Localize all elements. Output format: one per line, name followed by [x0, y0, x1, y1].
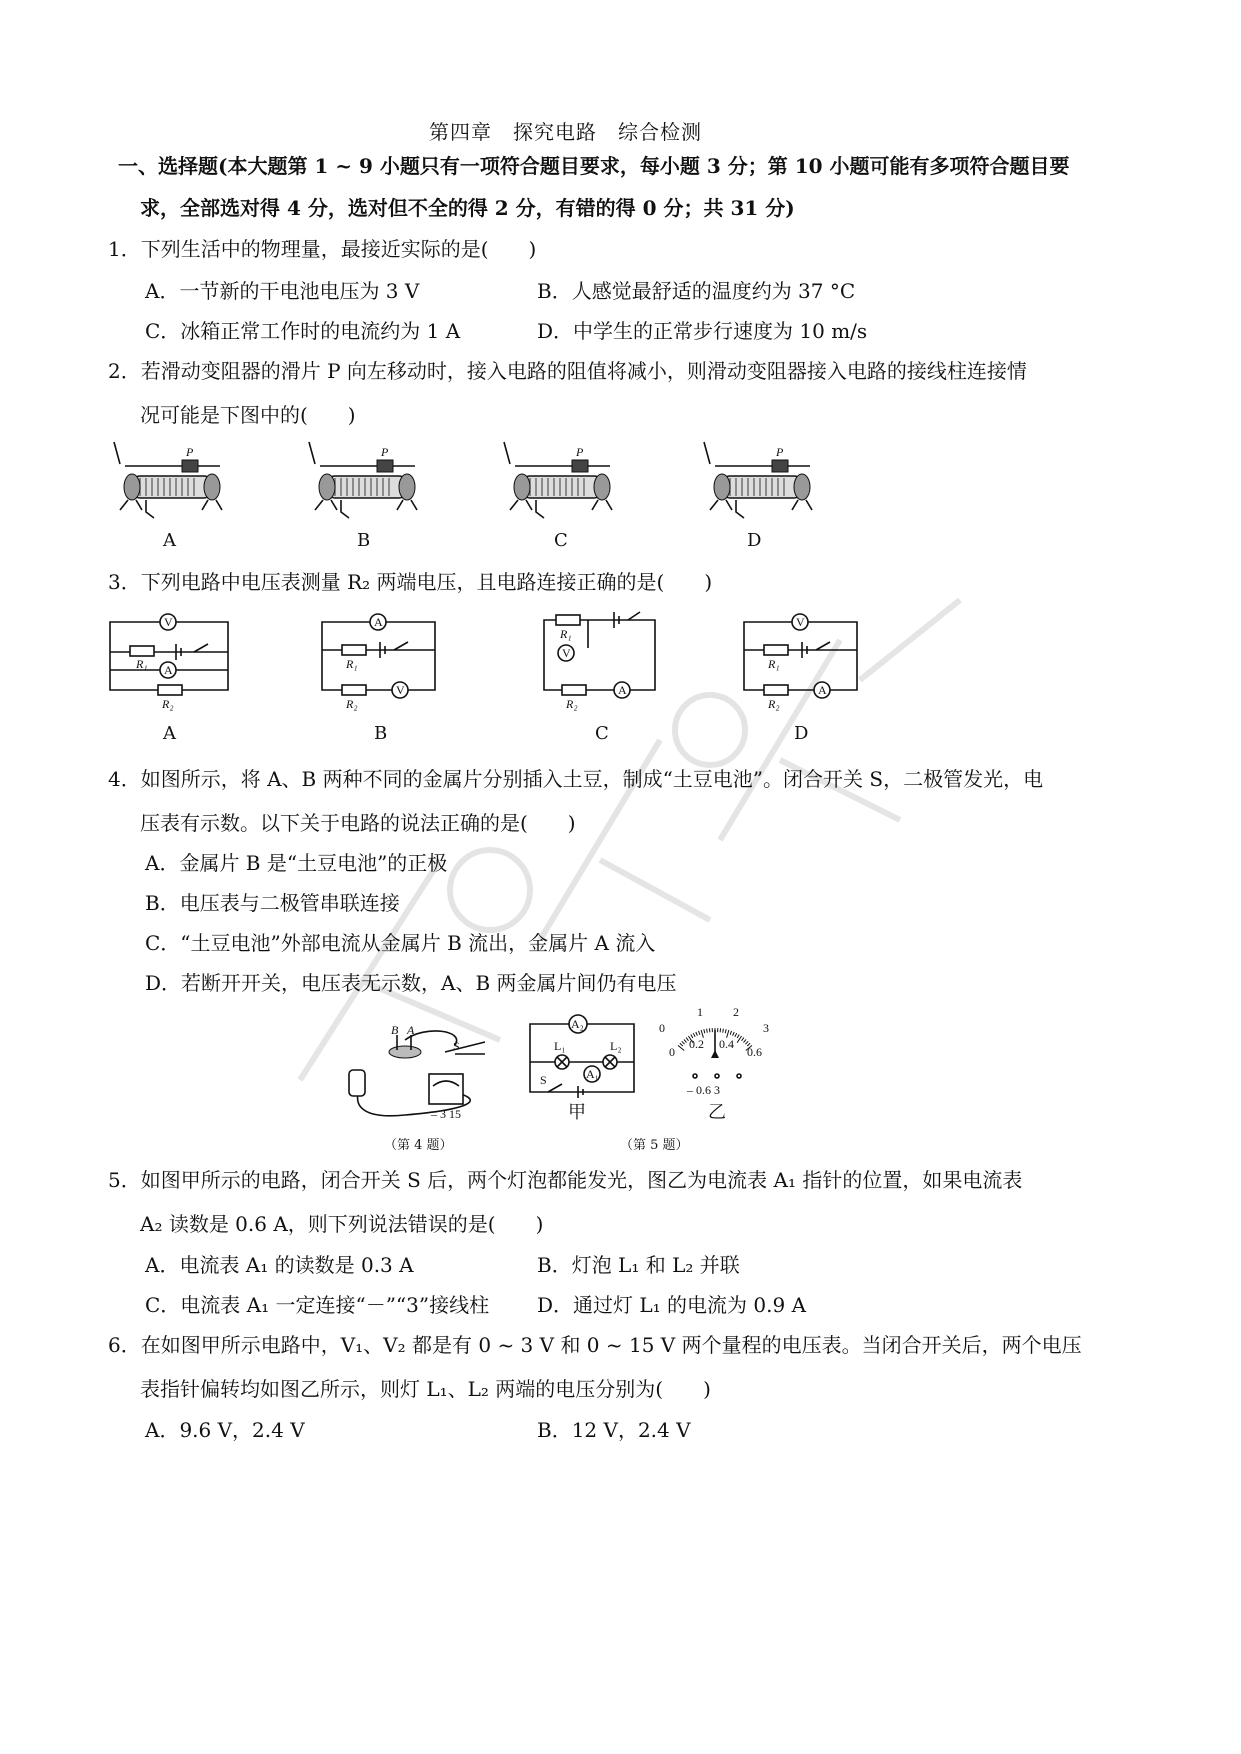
resistor-r1 [130, 646, 154, 656]
svg-text:R₂: R₂ [566, 697, 578, 711]
q2-label-b: B [357, 530, 371, 551]
rheostat-figure-d [700, 440, 820, 520]
q1-stem: 1．下列生活中的物理量，最接近实际的是( ) [108, 237, 537, 261]
svg-text:0: 0 [669, 1045, 675, 1059]
svg-text:1: 1 [697, 1005, 703, 1019]
q5-stem-line2: A₂ 读数是 0.6 A，则下列说法错误的是( ) [140, 1212, 544, 1236]
rheostat-figure-b [305, 440, 425, 520]
q5-figure-caption: （第 5 题） [620, 1138, 689, 1153]
slider-p-label: P [186, 445, 194, 459]
svg-text:3: 3 [763, 1021, 769, 1035]
svg-text:V: V [562, 646, 571, 660]
svg-text:S: S [453, 1039, 460, 1053]
section-header-line1: 一、选择题(本大题第 1 ~ 9 小题只有一项符合题目要求，每小题 3 分；第 10 小题可能有多项符合题目要 [118, 154, 1070, 178]
svg-text:R₂: R₂ [768, 697, 780, 711]
svg-text:B: B [391, 1023, 399, 1037]
rheostat-figure-a [110, 440, 230, 520]
q4-stem-line1: 4．如图所示，将 A、B 两种不同的金属片分别插入土豆，制成“土豆电池”。闭合开关 S，二极管发光，电 [108, 767, 1044, 791]
q3-circuit-d [742, 608, 867, 713]
q2-label-d: D [747, 530, 762, 551]
svg-text:A: A [164, 663, 173, 677]
svg-text:R₁: R₁ [560, 627, 572, 641]
svg-text:L₁: L₁ [554, 1039, 566, 1053]
q4-option-d: D．若断开开关，电压表无示数，A、B 两金属片间仍有电压 [145, 971, 677, 995]
q6-stem-line1: 6．在如图甲所示电路中，V₁、V₂ 都是有 0 ~ 3 V 和 0 ~ 15 V 两个量程的电压表。当闭合开关后，两个电压 [108, 1333, 1082, 1357]
rheostat-figure-c [500, 440, 620, 520]
q5-option-a: A．电流表 A₁ 的读数是 0.3 A [145, 1253, 414, 1277]
q4-stem-line2: 压表有示数。以下关于电路的说法正确的是( ) [140, 811, 576, 835]
q5-option-d: D．通过灯 L₁ 的电流为 0.9 A [537, 1293, 807, 1317]
q3-circuit-a [108, 608, 238, 713]
resistor-r2 [764, 685, 788, 695]
resistor-r1 [556, 615, 580, 625]
potato [389, 1046, 421, 1058]
q1-option-a: A．一节新的干电池电压为 3 V [145, 279, 420, 303]
q6-option-a: A．9.6 V，2.4 V [145, 1418, 305, 1442]
section-header-line2: 求，全部选对得 4 分，选对但不全的得 2 分，有错的得 0 分；共 31 分) [140, 196, 795, 220]
q1-option-d: D．中学生的正常步行速度为 10 m/s [537, 319, 868, 343]
q3-circuit-b [320, 608, 445, 713]
svg-text:S: S [540, 1073, 547, 1087]
q2-stem-line1: 2．若滑动变阻器的滑片 P 向左移动时，接入电路的阻值将减小，则滑动变阻器接入电路的接线柱连接情 [108, 359, 1027, 383]
svg-text:A: A [374, 615, 383, 629]
q5-fig-yi-label: 乙 [708, 1102, 726, 1123]
slider-p-label: P [576, 445, 584, 459]
q5-stem-line1: 5．如图甲所示的电路，闭合开关 S 后，两个灯泡都能发光，图乙为电流表 A₁ 指针的位置，如果电流表 [108, 1168, 1023, 1192]
q6-stem-line2: 表指针偏转均如图乙所示，则灯 L₁、L₂ 两端的电压分别为( ) [140, 1377, 711, 1401]
svg-text:0: 0 [659, 1021, 665, 1035]
q1-option-b: B．人感觉最舒适的温度约为 37 °C [537, 279, 856, 303]
resistor-r1 [764, 645, 788, 655]
svg-text:2: 2 [733, 1005, 739, 1019]
svg-text:0.2: 0.2 [689, 1037, 704, 1051]
q4-option-b: B．电压表与二极管串联连接 [145, 891, 400, 915]
resistor-r2 [562, 685, 586, 695]
diode [349, 1070, 365, 1096]
svg-text:R₁: R₁ [136, 657, 148, 671]
q4-potato-battery-figure [345, 1020, 515, 1130]
q2-stem-line2: 况可能是下图中的( ) [140, 403, 356, 427]
q5-option-c: C．电流表 A₁ 一定连接“－”“3”接线柱 [145, 1293, 490, 1317]
voltmeter [429, 1074, 463, 1104]
resistor-r2 [342, 685, 366, 695]
resistor-r2 [158, 685, 182, 695]
q5-ammeter-dial-yi [655, 1006, 775, 1106]
resistor-r1 [342, 645, 366, 655]
svg-text:R₂: R₂ [346, 697, 358, 711]
svg-text:A: A [407, 1023, 415, 1037]
svg-text:– 3 15: – 3 15 [431, 1107, 461, 1121]
slider-p-label: P [776, 445, 784, 459]
svg-text:0.4: 0.4 [719, 1037, 734, 1051]
q4-figure-caption: （第 4 题） [384, 1138, 453, 1153]
svg-text:R₂: R₂ [162, 697, 174, 711]
svg-text:– 0.6 3: – 0.6 3 [687, 1083, 720, 1097]
svg-text:L₂: L₂ [610, 1039, 622, 1053]
svg-text:A₂: A₂ [571, 1017, 584, 1031]
svg-text:V: V [164, 615, 173, 629]
svg-text:R₁: R₁ [768, 657, 780, 671]
q3-label-c: C [595, 723, 609, 744]
q2-label-c: C [554, 530, 568, 551]
svg-text:V: V [396, 683, 405, 697]
svg-text:A: A [618, 683, 627, 697]
svg-text:A₁: A₁ [586, 1067, 599, 1081]
svg-text:V: V [796, 615, 805, 629]
q5-option-b: B．灯泡 L₁ 和 L₂ 并联 [537, 1253, 740, 1277]
q5-circuit-jia [528, 1012, 638, 1112]
q6-option-b: B．12 V，2.4 V [537, 1418, 691, 1442]
q3-stem: 3．下列电路中电压表测量 R₂ 两端电压，且电路连接正确的是( ) [108, 570, 713, 594]
q4-option-a: A．金属片 B 是“土豆电池”的正极 [145, 851, 448, 875]
q5-fig-jia-label: 甲 [568, 1102, 586, 1123]
svg-text:0.6: 0.6 [747, 1045, 762, 1059]
page-title: 第四章 探究电路 综合检测 [429, 120, 702, 144]
svg-text:R₁: R₁ [346, 657, 358, 671]
q1-option-c: C．冰箱正常工作时的电流约为 1 A [145, 319, 461, 343]
q3-circuit-c [540, 608, 665, 713]
q3-label-d: D [794, 723, 809, 744]
slider-p-label: P [381, 445, 389, 459]
q3-label-b: B [374, 723, 388, 744]
q2-label-a: A [163, 530, 176, 551]
svg-text:A: A [818, 683, 827, 697]
q3-label-a: A [163, 723, 176, 744]
q4-option-c: C．“土豆电池”外部电流从金属片 B 流出，金属片 A 流入 [145, 931, 656, 955]
